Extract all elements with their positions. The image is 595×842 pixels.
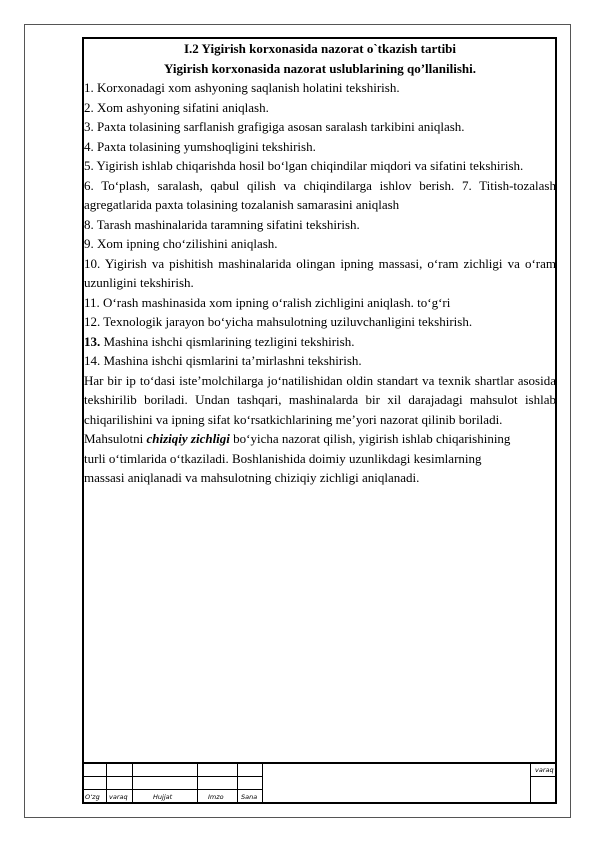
title-block-col-line (237, 762, 238, 802)
title-block-col-line (530, 762, 531, 802)
sheet-label: varaq (535, 766, 554, 774)
column-label-sana: Sana (241, 793, 258, 801)
list-item-13-number: 13. (84, 333, 101, 349)
paragraph-line2: turli o‘timlarida o‘tkaziladi. Boshlanishida doimiy uzunlikdagi kesimlarning (84, 450, 482, 466)
title-block-col-line (132, 762, 133, 802)
paragraph-line3: massasi aniqlanadi va mahsulotning chiziqiy zichligi aniqlanadi. (84, 470, 420, 485)
list-item-4: 4. Paxta tolasining yumshoqligini tekshirish. (84, 138, 316, 154)
list-item-1: 1. Korxonadagi xom ashyoning saqlanish holatini tekshirish. (84, 80, 400, 95)
list-item-14: 14. Mashina ishchi qismlarini ta’mirlashni tekshirish. (84, 353, 362, 368)
paragraph-lead: Mahsulotni (84, 431, 147, 446)
list-item-9: 9. Xom ipning cho‘zilishini aniqlash. (84, 236, 278, 251)
title-block-col-line (106, 762, 107, 802)
list-item-12: 12. Texnologik jarayon bo‘yicha mahsulotning uziluvchanligini tekshirish. (84, 314, 473, 329)
list-item-10: 10. Yigirish va pishitish mashinalarida olingan ipning massasi, o‘ram zichligi va o‘ram uzunligini tekshirish. (84, 255, 556, 290)
title-block-col-line (197, 762, 198, 802)
paragraph-linear-density (84, 429, 556, 449)
title-block-row-line (84, 789, 262, 790)
section-subtitle: Yigirish korxonasida nazorat uslublarining qo’llanilishi. (164, 60, 476, 76)
list-item-11: 11. O‘rash mashinasida xom ipning o‘ralish zichligini aniqlash. to‘g‘ri (84, 294, 451, 310)
list-item-13-text: Mashina ishchi qismlarining tezligini tekshirish. (100, 333, 355, 349)
column-label-hujjat: Hujjat (153, 793, 173, 801)
title-block-col-line (262, 762, 263, 802)
column-label-imzo: Imzo (208, 793, 224, 801)
title-block-row-line (84, 776, 262, 777)
paragraph-quality-control: Har bir ip to‘dasi iste’molchilarga jo‘natilishidan oldin standart va texnik shartlar asosida tekshirilib boriladi. Undan tashqari, mashinalarda bir xil darajadagi mahsulot ishlab chiqarilishini va ipning sifat ko‘rsatkichlarining me’yori nazorat qilinib boriladi. (84, 372, 556, 427)
emphasis-term: chiziqiy zichligi (146, 431, 230, 446)
column-label-ozg: O‘zg (85, 793, 100, 801)
paragraph-line1-rest: bo‘yicha nazorat qilish, yigirish ishlab chiqarishining (229, 431, 511, 446)
title-block-top-line (84, 762, 556, 764)
section-title: I.2 Yigirish korxonasida nazorat o`tkazish tartibi (183, 41, 457, 56)
title-block (84, 762, 556, 802)
document-body (84, 39, 556, 488)
column-label-varaq: varaq (109, 793, 128, 801)
list-item-8: 8. Tarash mashinalarida taramning sifatini tekshirish. (84, 216, 360, 232)
list-item-2: 2. Xom ashyoning sifatini aniqlash. (84, 99, 269, 115)
list-item-6-7: 6. To‘plash, saralash, qabul qilish va chiqindilarga ishlov berish. 7. Titish-tozalash agregatlarida paxta tolasining tozalanish samarasini aniqlash (84, 177, 556, 212)
list-item-13 (84, 332, 556, 352)
list-item-3: 3. Paxta tolasining sarflanish grafigiga asosan saralash tarkibini aniqlash. (84, 119, 465, 134)
title-block-sheet-line (530, 776, 556, 777)
list-item-5: 5. Yigirish ishlab chiqarishda hosil bo‘lgan chiqindilar miqdori va sifatini tekshirish. (84, 158, 524, 173)
